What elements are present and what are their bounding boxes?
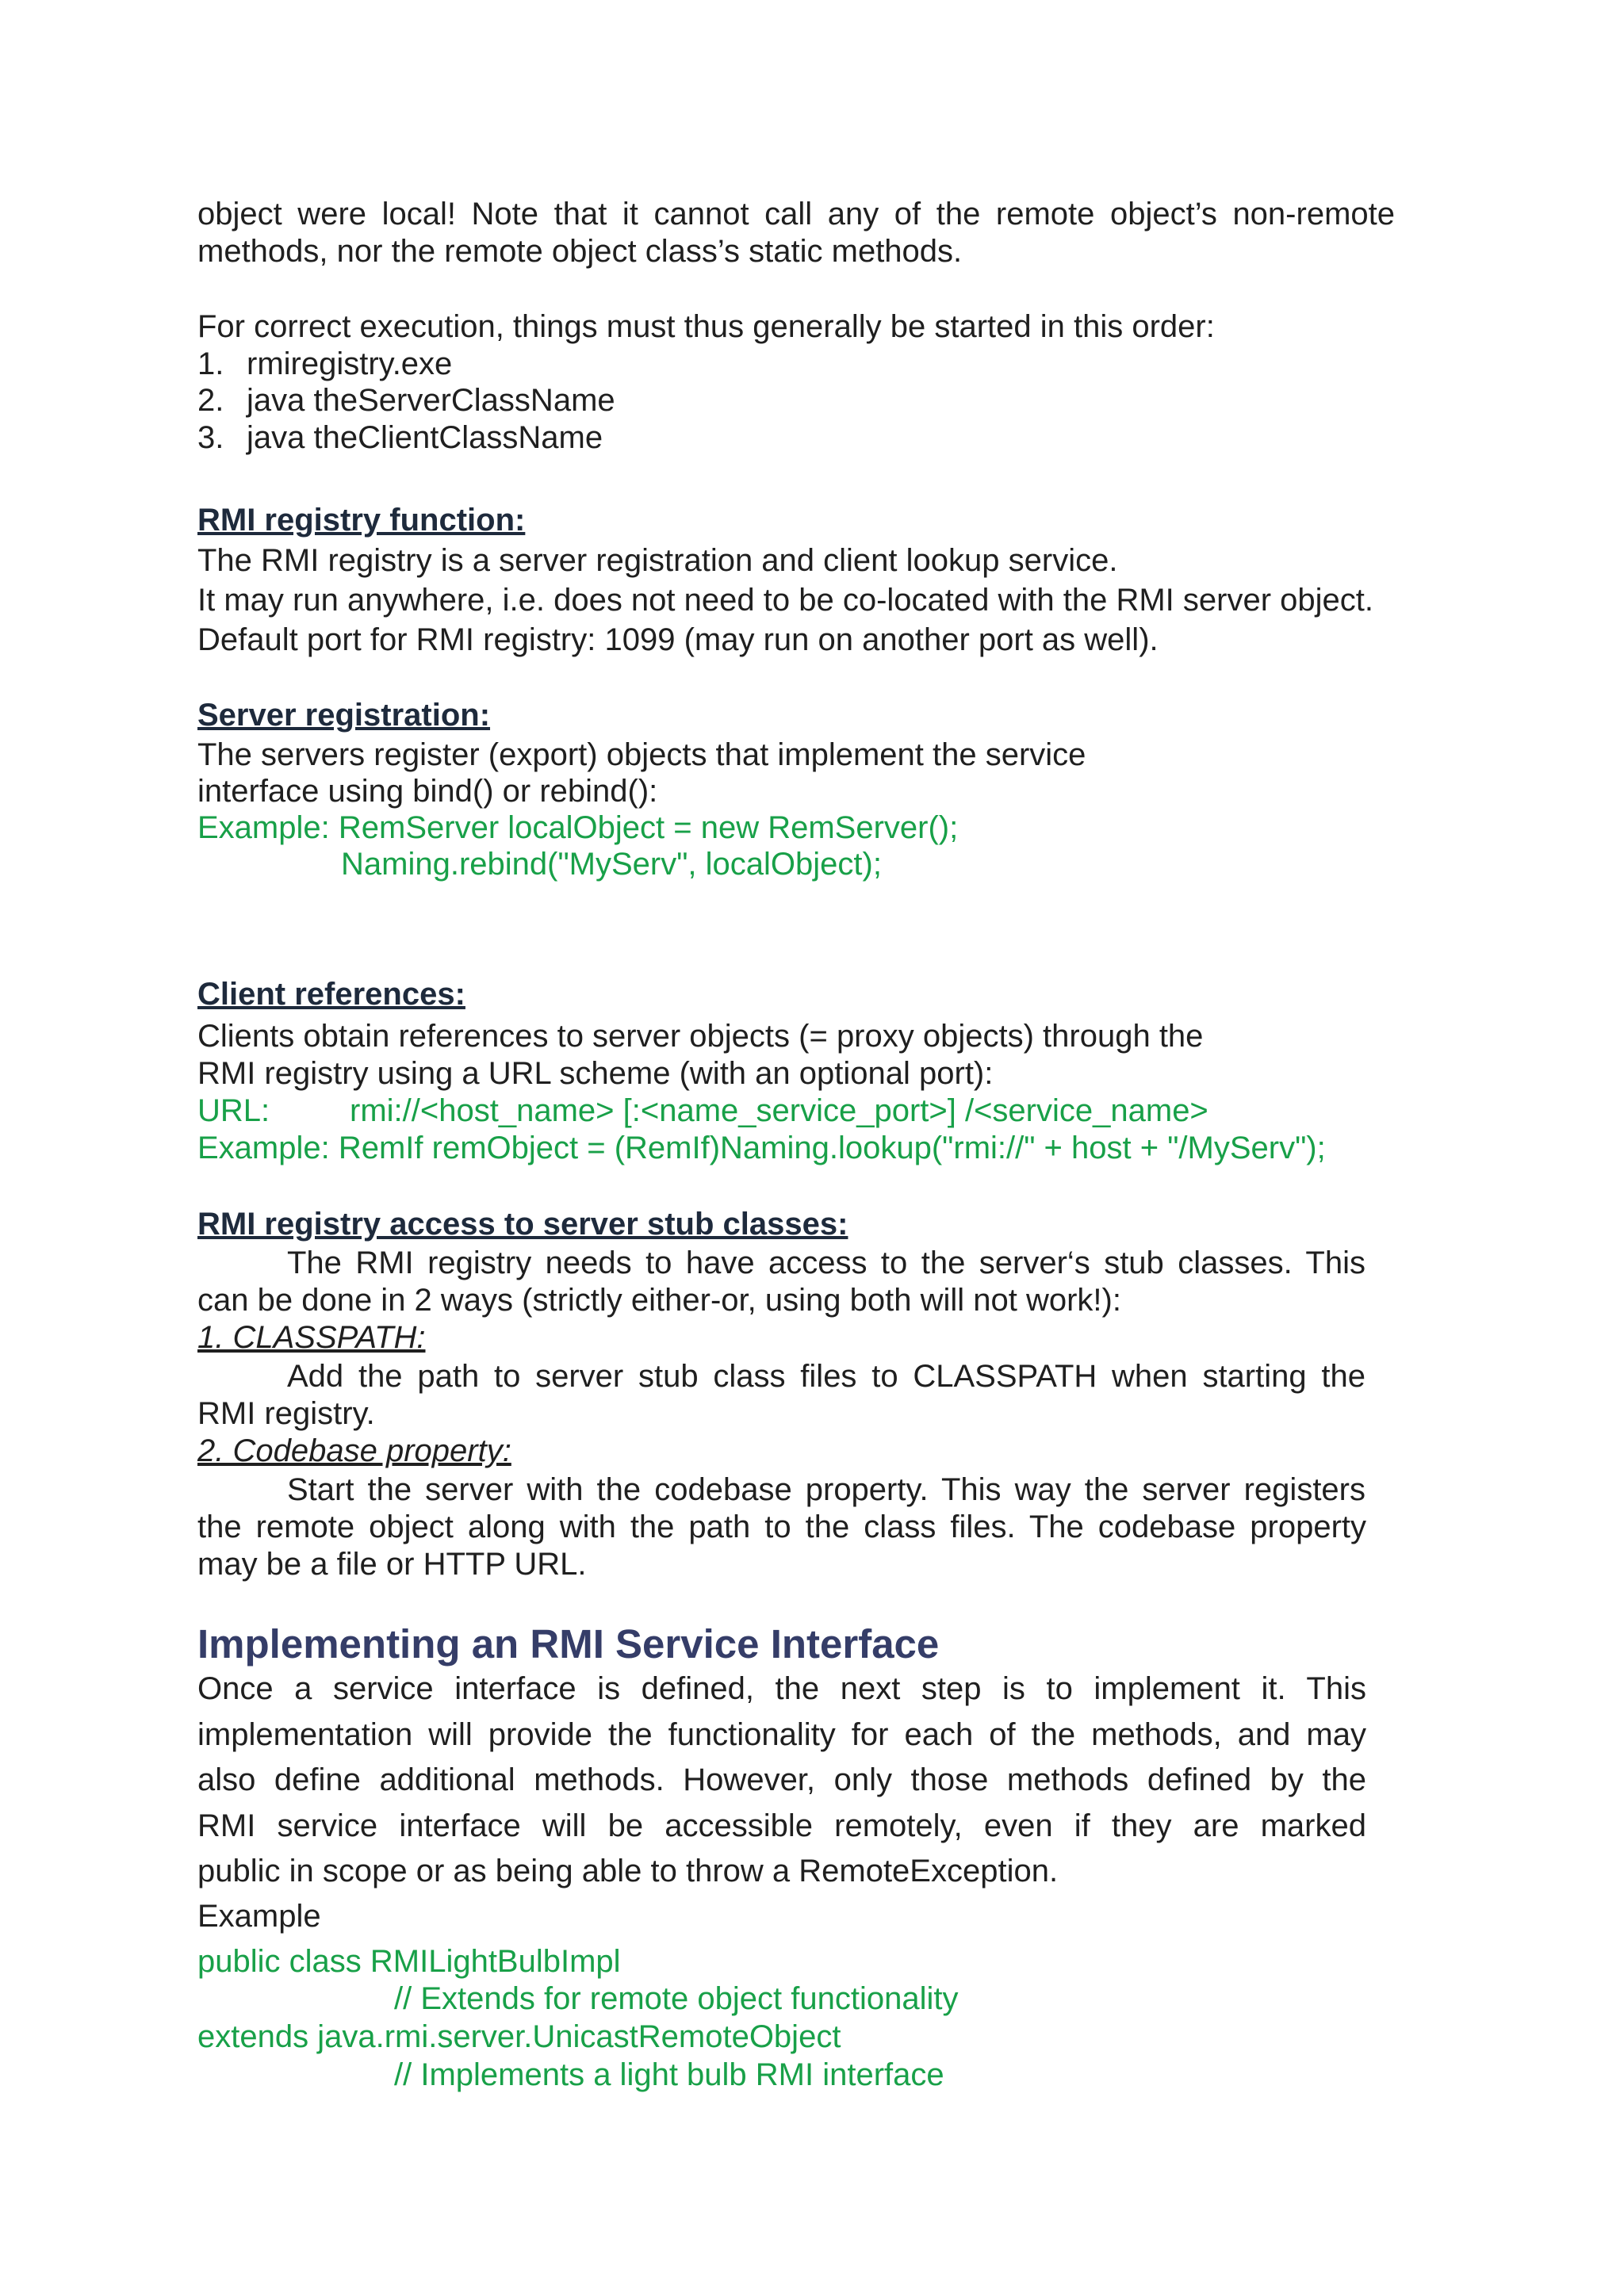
implementing-line: also define additional methods. However, only those methods defined by the [197,1762,1366,1797]
registry-function-heading: RMI registry function: [197,503,526,538]
client-references-line: Clients obtain references to server objects (= proxy objects) through the [197,1019,1204,1054]
client-references-line: RMI registry using a URL scheme (with an optional port): [197,1056,994,1091]
implementing-line: implementation will provide the functionality for each of the methods, and may [197,1717,1366,1752]
implementing-line: Once a service interface is defined, the next step is to implement it. This [197,1671,1366,1706]
order-item-text: rmiregistry.exe [247,346,453,381]
server-registration-line: The servers register (export) objects that implement the service [197,737,1086,772]
client-example-code: Example: RemIf remObject = (RemIf)Naming.lookup("rmi://" + host + "/MyServ"); [197,1131,1326,1165]
registry-function-line: The RMI registry is a server registration and client lookup service. [197,543,1118,578]
intro-line-2: methods, nor the remote object class’s static methods. [197,234,963,269]
order-item-number: 3. [197,420,224,455]
order-item-number: 1. [197,346,224,381]
implementing-code-comment: // Implements a light bulb RMI interface [394,2057,944,2092]
order-item-number: 2. [197,383,224,418]
client-url-value: rmi://<host_name> [:<name_service_port>] /<service_name> [350,1093,1208,1128]
option-codebase-line-1: Start the server with the codebase property. This way the server registers [287,1472,1365,1507]
order-item-text: java theServerClassName [247,383,615,418]
order-item-1 [197,346,452,382]
stub-access-para-line-1: The RMI registry needs to have access to the server‘s stub classes. This [287,1246,1365,1280]
stub-access-para-line-2: can be done in 2 ways (strictly either-or, using both will not work!): [197,1283,1121,1318]
code-example-label: Example: [197,810,330,845]
option-classpath-line-1: Add the path to server stub class files to CLASSPATH when starting the [287,1359,1365,1394]
option-classpath-line-2: RMI registry. [197,1396,375,1431]
implementing-code-line: extends java.rmi.server.UnicastRemoteObject [197,2019,841,2054]
client-references-heading: Client references: [197,977,465,1012]
option-codebase-line-3: may be a file or HTTP URL. [197,1547,587,1582]
stub-access-heading: RMI registry access to server stub classes: [197,1207,848,1242]
registry-function-line: Default port for RMI registry: 1099 (may run on another port as well). [197,622,1159,657]
server-registration-line: interface using bind() or rebind(): [197,774,658,809]
option-codebase-title: 2. Codebase property: [197,1433,511,1468]
registry-function-line: It may run anywhere, i.e. does not need to be co-located with the RMI server object. [197,583,1373,618]
code-text: RemServer localObject = new RemServer(); [338,810,959,845]
server-registration-heading: Server registration: [197,698,491,733]
option-codebase-line-2: the remote object along with the path to the class files. The codebase property [197,1510,1366,1544]
order-item-3 [197,419,603,456]
order-item-text: java theClientClassName [247,420,603,455]
intro-line-1: object were local! Note that it cannot call any of the remote object’s non-remote [197,197,1395,232]
section-title: Implementing an RMI Service Interface [197,1621,940,1667]
server-registration-code-1 [197,809,958,846]
implementing-example-label: Example [197,1899,321,1934]
option-classpath-title: 1. CLASSPATH: [197,1320,426,1355]
client-url-label: URL: [197,1093,270,1128]
implementing-code-comment: // Extends for remote object functionality [394,1981,959,2016]
order-item-2 [197,382,615,419]
order-lead: For correct execution, things must thus generally be started in this order: [197,309,1215,344]
server-registration-code-2: Naming.rebind("MyServ", localObject); [341,847,882,882]
implementing-code-line: public class RMILightBulbImpl [197,1944,621,1979]
implementing-line: public in scope or as being able to throw a RemoteException. [197,1854,1059,1888]
implementing-line: RMI service interface will be accessible remotely, even if they are marked [197,1808,1366,1843]
